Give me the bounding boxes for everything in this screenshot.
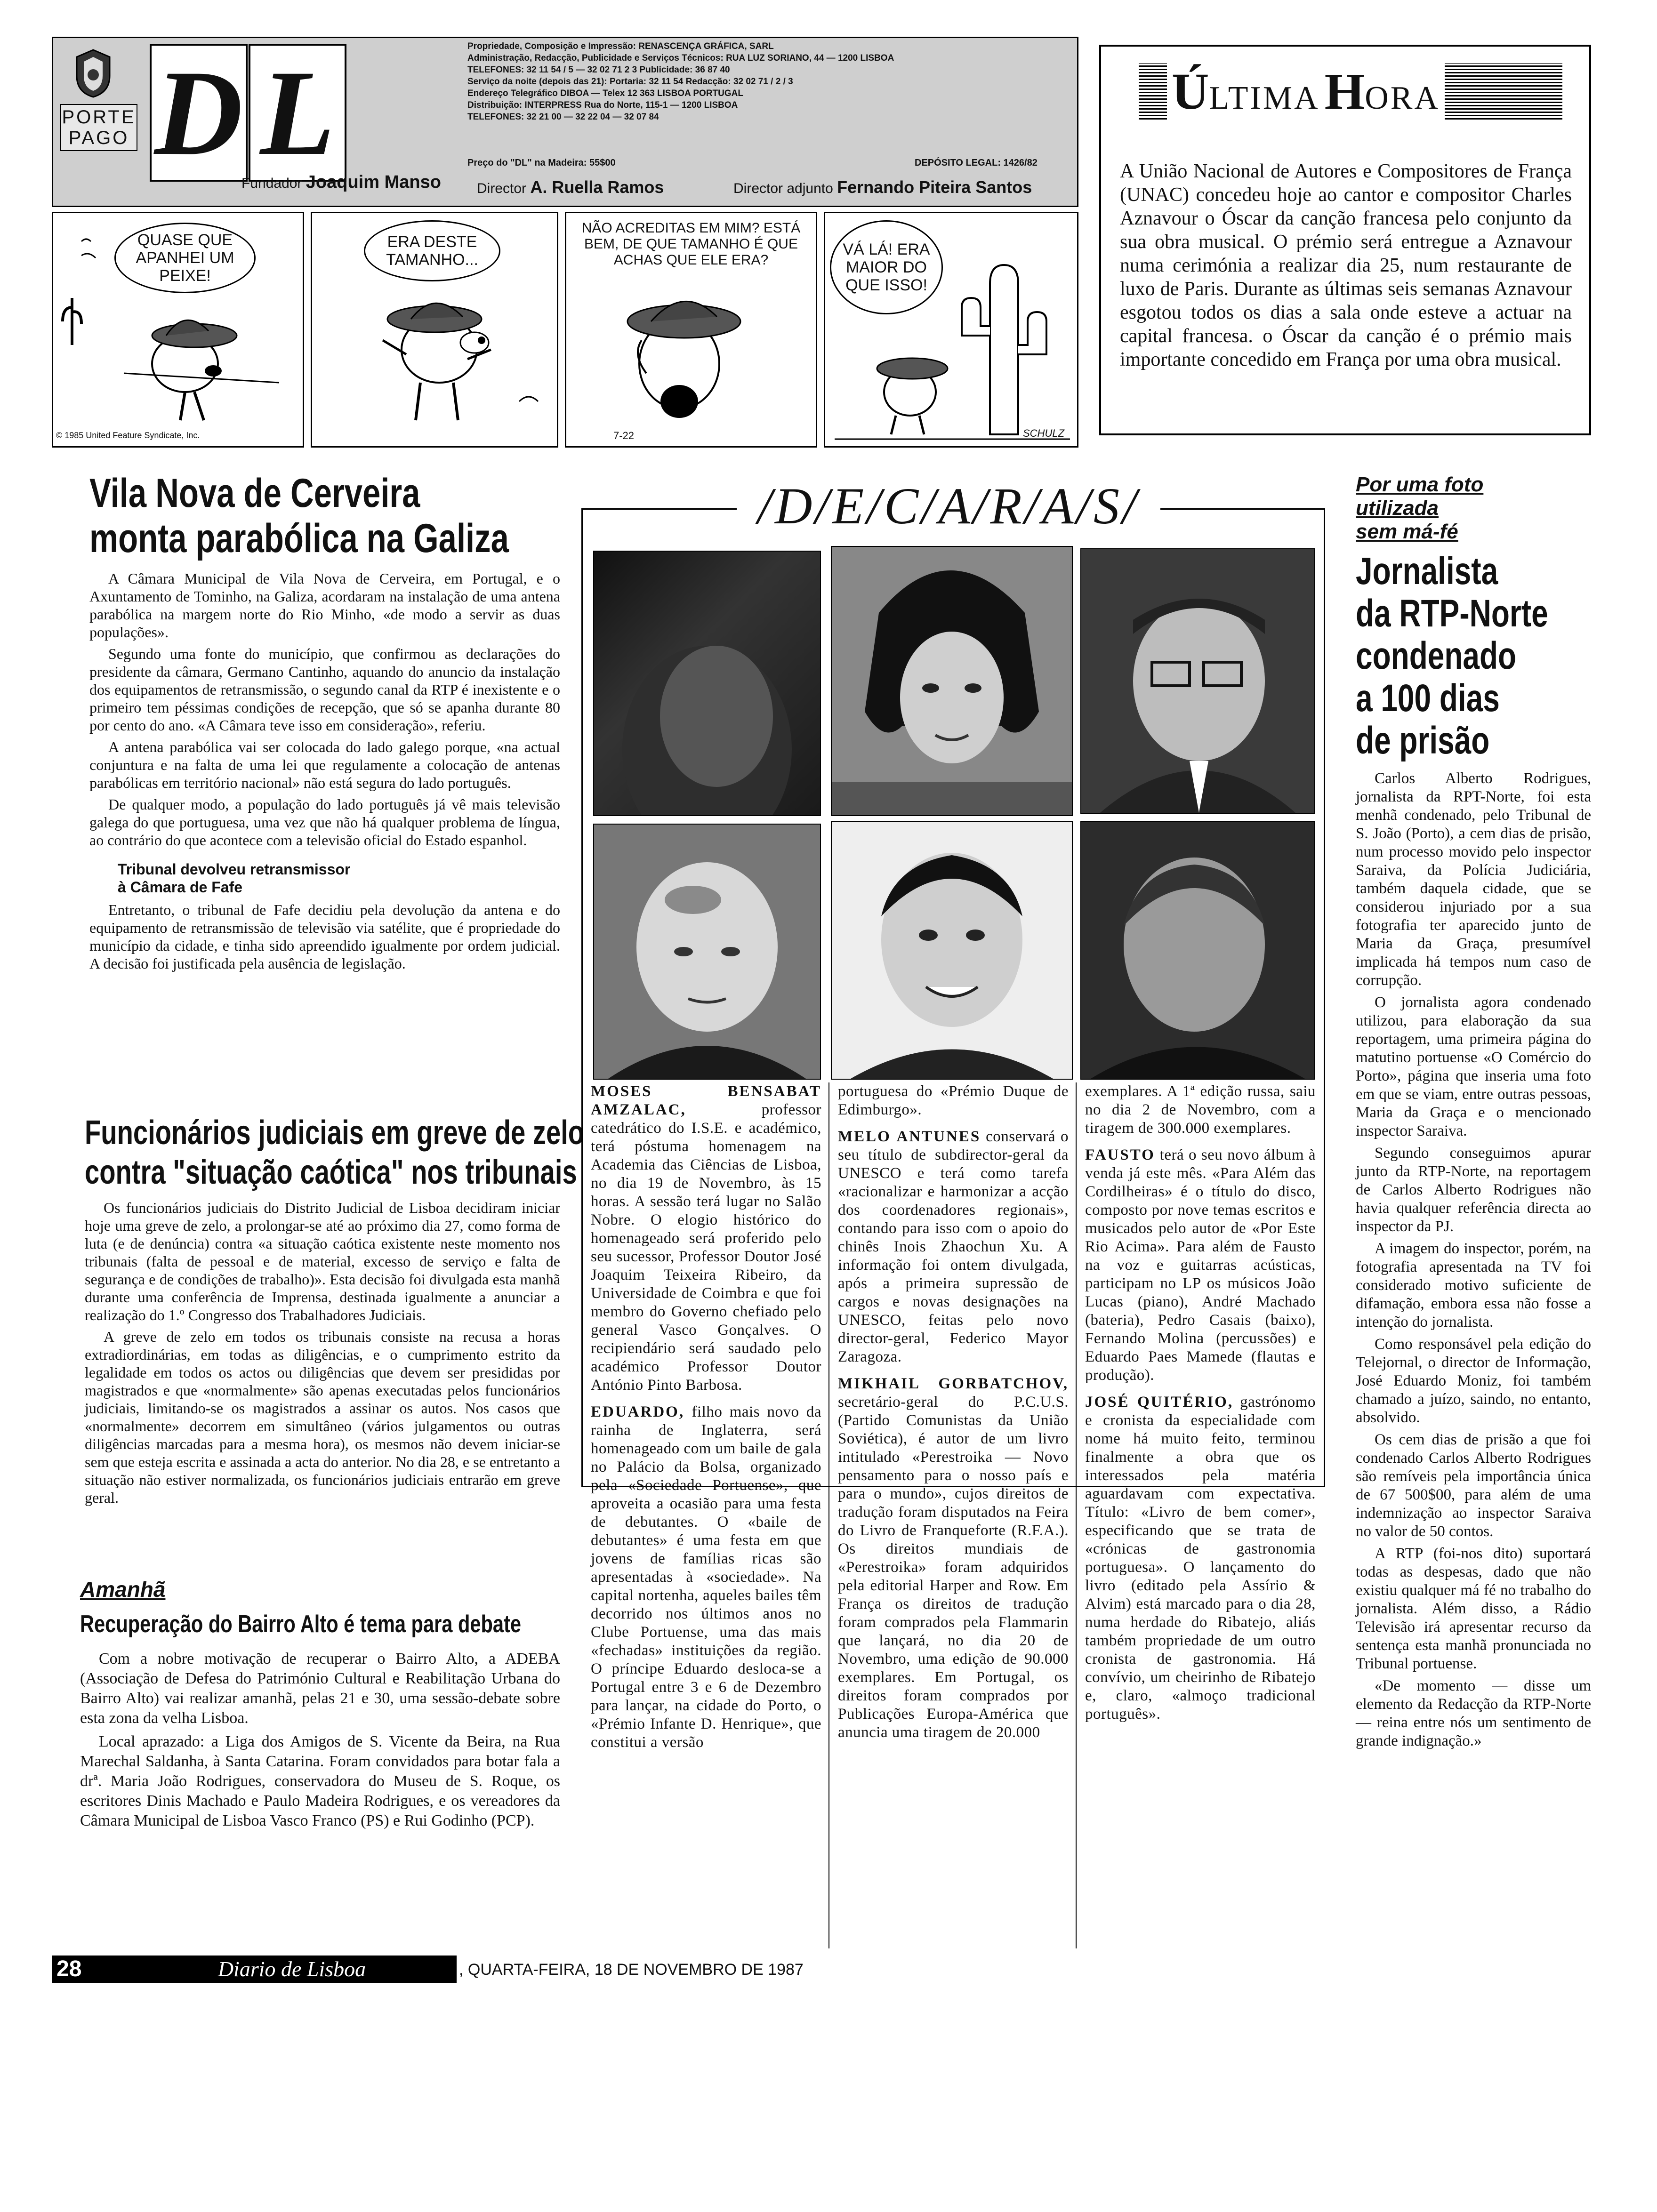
article-bairro (80, 1577, 560, 1835)
decaras-divider-2 (1076, 1082, 1077, 1948)
speech-bubble-2: ERA DESTE TAMANHO... (364, 220, 500, 281)
speech-bubble-4: VÁ LÁ! ERA MAIOR DO QUE ISSO! (830, 220, 943, 314)
sub-text-tribunal: Entretanto, o tribunal de Fafe decidiu pela devolução da antena e do equipamento de retransmissão de televisão via satélite, que é propriedade do município da cidade, e tinha sido apreendido igualmente por ordem judicial. A decisão foi justificada pela ausência de legislação. (89, 901, 560, 972)
photo-melo-antunes (1080, 821, 1315, 1080)
porte-pago-label: PORTE PAGO (60, 104, 137, 151)
article-greve-body: Os funcionários judiciais do Distrito Judicial de Lisboa decidiram iniciar hoje uma greve de zelo, a prolongar-se até ao próximo dia 27, como forma de luta (e de denúncia) contra «a situação caótica existente neste momento nos tribunais (falta de pessoal e de material, excesso de serviço e falta de segurança e de condições de trabalho)». Esta decisão foi divulgada esta manhã durante uma conferência de Imprensa, destinada igualmente a anunciar a realização do 1.º Congresso dos Trabalhadores Judiciais. A greve de zelo em todos os tribunais consiste na recusa a horas extradiordinárias, em todas as diligências, e o cumprimento estrito da legalidade em todos os actos ou diligências que devem ser presididas por magistrados e que «normalmente» são apenas executadas pelos funcionários judiciais, limitando-se os magistrados a assinar os autos. Nos casos que «normalmente» decorrem em simultâneo (vários julgamentos ou outras diligências marcadas para a mesma hora), os mesmos não devem iniciar-se sem que esteja escrita e assinada a acta do anterior. No dia 28, e se entretanto a situação não estiver normalizada, os funcionários judiciais entrarão em greve geral. (85, 1199, 560, 1506)
footer-date: , QUARTA-FEIRA, 18 DE NOVEMBRO DE 1987 (459, 1961, 804, 1979)
comic-panel-3 (565, 212, 817, 448)
decaras-title: /D/E/C/A/R/A/S/ (737, 471, 1160, 541)
decaras-divider-1 (828, 1082, 829, 1948)
headline-cerveira-1: Vila Nova de Cerveira (89, 471, 420, 516)
headline-bairro: Recuperação do Bairro Alto é tema para debate (80, 1611, 522, 1638)
imprint: Propriedade, Composição e Impressão: RENASCENÇA GRÁFICA, SARL Administração, Redacção, Publicidade e Serviços Técnicos: RUA LUZ SORIANO, 44 — 1200 LISBOA TELEFONES: 32 11 54 / 5 — 32 02 71 2 3 Publicidade: 36 87 40 Serviço da noite (depois das 21): Portaria: 32 11 54 Redacção: 32 02 71 / 2 / 3 Endereço Telegráfico DIBOA — Telex 12 363 LISBOA PORTUGAL Distribuição: INTERPRESS Rua do Norte, 115-1 — 1200 LISBOA TELEFONES: 32 21 00 — 32 22 04 — 32 07 84 (467, 41, 894, 122)
photo-woman (831, 546, 1073, 816)
article-cerveira (89, 471, 560, 976)
photo-man-glasses (1080, 548, 1315, 814)
comic-strip (52, 212, 1076, 449)
kicker-amanha: Amanhã (80, 1577, 166, 1602)
deposito-legal: DEPÓSITO LEGAL: 1426/82 (915, 158, 1038, 168)
director-adjunto: Director adjunto Fernando Piteira Santos (733, 177, 1032, 197)
decaras-col-3: exemplares. A 1ª edição russa, saiu no dia 2 de Novembro, com a tiragem de 300.000 exemplares. FAUSTO terá o seu novo álbum à venda já este mês. «Para Além das Cordilheiras» é o título do disco, composto por nove temas escritos e musicados pelo autor de «Por Este Rio Acima». Para além de Fausto na voz e guitarras acústicas, participam no LP os músicos João Lucas (piano), André Machado (bateria), Pedro Casais (baixo), Fernando Molina (percussões) e Eduardo Paes Mamede (flautas e produção). JOSÉ QUITÉRIO, gastrónomo e cronista da especialidade com nome há muito feito, terminou finalmente a obra que os interessados pela matéria aguardavam com expectativa. Título: «Livro de bem comer», especificando que se trata de «crónicas de gastronomia portuguesa». O lançamento do livro (editado pela Assírio & Alvim) está marcado para o dia 28, numa herdade do Ribatejo, aliás também propriedade de um outro cronista de gastronomia. Há convívio, um cheirinho de Ribatejo e, claro, «almoço tradicional português». (1085, 1083, 1316, 1723)
article-greve (85, 1113, 585, 1510)
comic-date-mark: 7-22 (613, 430, 635, 441)
page-footer (52, 1956, 899, 1984)
decaras-section (577, 471, 1330, 1953)
decaras-col-2: portuguesa do «Prémio Duque de Edimburgo». MELO ANTUNES conservará o seu título de subdirector-geral da UNESCO e terá como tarefa «racionalizar e harmonizar a acção dos coordenadores regionais», contando para isso com o apoio do chinês Inois Zhaochun Xu. A informação foi ontem divulgada, após a primeira supressão de cargos e novas designações na UNESCO, feitas pelo novo director-geral, Federico Mayor Zaragoza. MIKHAIL GORBATCHOV, secretário-geral do P.C.U.S. (Partido Comunistas da União Soviética), é autor de um livro intitulado «Perestroika — Novo pensamento para o nosso país e para o mundo», cujos direitos de tradução foram disputados na Feira do Livro de Franqueforte (R.F.A.). Os direitos mundiais de «Perestroika» foram adquiridos pela editorial Harper and Row. Em França os direitos de tradução foram comprados pela Flammarin que lançará, no dia 20 de Novembro, uma edição de 90.000 exemplares. Em Portugal, os direitos foram comprados por Publicações Europa-América que anuncia uma tiragem de 20.000 (838, 1083, 1069, 1741)
logo: D L (150, 44, 347, 180)
page-number: 28 (52, 1956, 127, 1983)
ultima-hora-text: A União Nacional de Autores e Compositores de França (UNAC) concedeu hoje ao cantor e compositor Charles Aznavour o Óscar da canção francesa pelo conjunto da sua obra musical. O prémio será entregue a Aznavour numa cerimónia a realizar dia 25, num restaurante de luxo de Paris. Durante as últimas seis semanas Aznavour esgotou todos os dias a sala onde esteve a actuar na capital francesa. o Óscar da canção é o prémio mais importante concedido em França por uma obra musical. (1120, 160, 1572, 370)
preco-madeira: Preço do "DL" na Madeira: 55$00 (467, 158, 616, 168)
photo-eduardo (831, 821, 1073, 1080)
sub-head-tribunal: Tribunal devolveu retransmissor à Câmara de Fafe (118, 861, 351, 896)
masthead (52, 37, 1078, 207)
comic-signature: SCHULZ (1023, 427, 1065, 439)
kicker-rtp: Por uma foto utilizada sem má-fé (1356, 473, 1484, 543)
photo-bensabat (593, 551, 821, 816)
article-rtp (1356, 473, 1591, 1754)
headline-greve-1: Funcionários judiciais em greve de zelo (85, 1114, 585, 1152)
article-rtp-body: Carlos Alberto Rodrigues, jornalista da RPT-Norte, foi esta menhã condenado, pelo Tribunal de S. João (Porto), a cem dias de prisão, num processo movido pelo inspector Saraiva, da Polícia Judiciária, também daquela cidade, que se considerou injuriado por a sua fotografia ter aparecido junto de Maria da Graça, presumível implicada há tempos num caso de corrupção. O jornalista agora condenado utilizou, para elaboração da sua reportagem, uma primeira página do matutino portuense «O Comércio do Porto», página que inseria uma foto em que se viam, entre outras pessoas, Maria da Graça e o mencionado inspector Saraiva. Segundo conseguimos apurar junto da RTP-Norte, na reportagem de Carlos Alberto Rodrigues não havia qualquer referência directa ao inspector da PJ. A imagem do inspector, porém, na fotografia apresentada na TV foi considerado motivo suficiente de difamação, embora essa não fosse a intenção do jornalista. Como responsável pela edição do Telejornal, o director de Informação, José Eduardo Moniz, foi também chamado a juízo, saindo, no entanto, absolvido. Os cem dias de prisão a que foi condenado Carlos Alberto Rodrigues são remíveis pela importância única de 67 500$00, para além de uma indemnização ao inspector Saraiva no valor de 50 contos. A RTP (foi-nos dito) suportará todas as despesas, dado que não existiu qualquer má fé no trabalho do jornalista. Além disso, a Rádio Televisão irá apresentar recurso da sentença esta manhã pronunciada no Tribunal portuense. «De momento — disse um elemento da Redacção da RTP-Norte — reina entre nós um sentimento de grande indignação.» (1356, 770, 1591, 1749)
comic-copyright: © 1985 United Feature Syndicate, Inc. (56, 431, 200, 440)
article-cerveira-body: A Câmara Municipal de Vila Nova de Cerveira, em Portugal, e o Axuntamento de Tominho, na Galiza, acordaram na instalação de uma antena parabólica na margem norte do Rio Minho, «de modo a servir as duas populações». Segundo uma fonte do município, que confirmou as declarações do presidente da câmara, Germano Cantinho, aquando do anuncio da instalação dos equipamentos de retransmissão, o segundo canal da RTP é inexistente e o primeiro tem péssimas condições de recepção, que só se apanha durante 80 por cento do ano. «A Câmara teve isso em consideração», referiu. A antena parabólica vai ser colocada do lado galego porque, «na actual conjuntura e na falta de uma lei que regulamente a colocação de antenas parabólicas em território nacional» não está segura do lado português. De qualquer modo, a população do lado português já vê mais televisão galega do que portuguesa, uma vez que não há qualquer problema de língua, ao contrário do que acontece com a televisão oficial do Estado espanhol. (89, 570, 560, 849)
headline-greve-2: contra "situação caótica" nos tribunais (85, 1154, 577, 1191)
footer-paper-name: Diario de Lisboa (127, 1956, 457, 1983)
ultima-hora-title: ÚLTIMAHORA (1139, 63, 1562, 120)
photo-gorbatchov (593, 824, 821, 1080)
comic-panel-4 (824, 212, 1078, 448)
comic-panel-1 (52, 212, 304, 448)
speech-text-3: NÃO ACREDITAS EM MIM? ESTÁ BEM, DE QUE TAMANHO É QUE ACHAS QUE ELE ERA? (581, 220, 801, 268)
comic-panel-2 (311, 212, 558, 448)
headline-cerveira-2: monta parabólica na Galiza (89, 516, 509, 561)
ultima-hora-box (1099, 45, 1591, 435)
coat-of-arms-icon (67, 48, 119, 99)
article-bairro-body: Com a nobre motivação de recuperar o Bairro Alto, a ADEBA (Associação de Defesa do Património Cultural e Reabilitação Urbana do Bairro Alto) vai realizar amanhã, pelas 21 e 30, uma sessão-debate sobre esta zona da velha Lisboa. Local aprazado: a Liga dos Amigos de S. Vicente da Beira, na Rua Marechal Saldanha, à Santa Catarina. Foram convidados para botar fala a drª. Maria João Rodrigues, conservadora do Museu de S. Roque, os escritores Dinis Machado e Paulo Madeira Rodrigues, e os vereadores da Câmara Municipal de Lisboa Vasco Franco (PS) e Rui Godinho (PCP). (80, 1650, 560, 1829)
speech-bubble-1: QUASE QUE APANHEI UM PEIXE! (114, 223, 256, 293)
decaras-col-1: MOSES BENSABAT AMZALAC, professor catedrático do I.S.E. e académico, terá póstuma homenagem na Academia das Ciências de Lisboa, no dia 19 de Novembro, às 15 horas. A sessão terá lugar no Salão Nobre. O elogio histórico do homenageado será proferido pelo seu sucessor, Professor Doutor José Joaquim Teixeira Ribeiro, da Universidade de Coimbra e que foi membro do Governo chefiado pelo general Vasco Gonçalves. O recipiendário será saudado pelo académico Professor Doutor António Pinto Barbosa. EDUARDO, filho mais novo da rainha de Inglaterra, será homenageado com um baile de gala no Palácio da Bolsa, organizado pela «Sociedade Portuense», que aproveita a ocasião para uma festa de debutantes. O «baile de debutantes» é uma festa em que jovens de famílias ricas são apresentadas à «sociedade». Na capital nortenha, aqueles bailes têm decorrido nos últimos anos no Clube Portuense, uma das mais «fechadas» instituições da região. O príncipe Eduardo desloca-se a Portugal entre 3 e 6 de Dezembro para lançar, na cidade do Porto, o «Prémio Infante D. Henrique», que constitui a versão (591, 1083, 821, 1751)
headline-rtp: Jornalista da RTP-Norte condenado a 100 dias de prisão (1356, 550, 1548, 762)
director: Director A. Ruella Ramos (477, 177, 664, 197)
fundador: Fundador Joaquim Manso (241, 172, 441, 192)
